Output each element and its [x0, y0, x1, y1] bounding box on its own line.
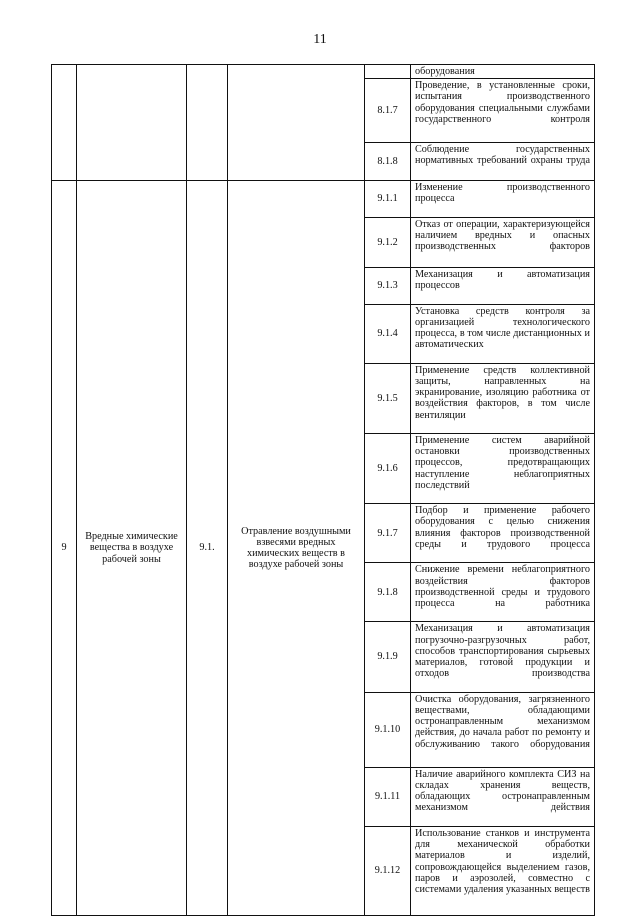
measure-text-content: Применение систем аварийной остановки производственных процессов, предотвращающих наступление неблагоприятных последствий — [415, 434, 590, 491]
measure-text-content: Установка средств контроля за организацией технологического процесса, в том числе дистанционных и автоматических — [415, 305, 590, 351]
page-number: 11 — [313, 32, 327, 47]
measure-text-content: Снижение времени неблагоприятного воздействия факторов производственной среды и трудового процесса на работника — [415, 564, 590, 609]
measure-text-content: Соблюдение государственных нормативных требований охраны труда — [415, 144, 590, 167]
group-code-cell: 9.1. — [187, 181, 228, 916]
measure-code: 9.1.4 — [365, 304, 411, 363]
measure-text — [411, 563, 595, 622]
measure-text-content: Изменение производственного процесса — [415, 182, 590, 205]
measure-text-content: оборудования — [415, 66, 475, 77]
measure-text — [411, 433, 595, 503]
table-row — [52, 181, 595, 218]
measure-text-content: Подбор и применение рабочего оборудования с целью снижения влияния факторов производственной среды и трудового процесса — [415, 505, 590, 550]
measure-code: 9.1.10 — [365, 692, 411, 767]
measure-code: 8.1.8 — [365, 143, 411, 181]
measure-text-content: Отказ от операции, характеризующейся наличием вредных и опасных производственных факторов — [415, 218, 590, 253]
measure-text-content: Использование станков и инструмента для механической обработки материалов и изделий, сопровождающейся выделением газов, паров и аэрозолей, совместно с системами удаления указанных веществ — [415, 827, 590, 895]
measure-text-content: Механизация и автоматизация процессов — [415, 268, 590, 292]
measure-text-content: Очистка оборудования, загрязненного веществами, обладающими остронаправленным механизмом действия, до начала работ по ремонту и обслуживанию такого оборудования — [415, 693, 590, 750]
measure-code: 9.1.11 — [365, 767, 411, 826]
hazard-measures-table — [51, 64, 595, 916]
group-hazard-cell — [228, 65, 365, 181]
measure-text-content: Проведение, в установленные сроки, испытания производственного оборудования специальными службами государственного контроля — [415, 80, 590, 125]
group-name: Вредные химические вещества в воздухе рабочей зоны — [85, 531, 178, 565]
measure-text — [411, 65, 595, 79]
measure-code: 9.1.5 — [365, 363, 411, 433]
measure-code: 9.1.12 — [365, 826, 411, 915]
group-name-cell — [77, 181, 187, 916]
measure-code: 9.1.8 — [365, 563, 411, 622]
table-row — [52, 65, 595, 79]
measure-text — [411, 217, 595, 267]
measure-text — [411, 304, 595, 363]
group-number-cell: 9 — [52, 181, 77, 916]
measure-text — [411, 363, 595, 433]
measure-code: 8.1.7 — [365, 79, 411, 143]
measure-text-content: Наличие аварийного комплекта СИЗ на складах хранения веществ, обладающих остронаправленным механизмом действия — [415, 768, 590, 814]
measure-text — [411, 622, 595, 692]
measure-code — [365, 65, 411, 79]
group-hazard-cell — [228, 181, 365, 916]
measure-text — [411, 504, 595, 563]
group-name-cell — [77, 65, 187, 181]
measure-text — [411, 143, 595, 181]
measure-text — [411, 767, 595, 826]
measure-text — [411, 826, 595, 915]
measure-code: 9.1.1 — [365, 181, 411, 218]
measure-code: 9.1.9 — [365, 622, 411, 692]
measure-code: 9.1.7 — [365, 504, 411, 563]
measure-code: 9.1.3 — [365, 267, 411, 304]
hazard-description: Отравление воздушными взвесями вредных химических веществ в воздухе рабочей зоны — [241, 525, 351, 571]
measure-text — [411, 692, 595, 767]
measure-code: 9.1.6 — [365, 433, 411, 503]
group-code-cell — [187, 65, 228, 181]
measure-text-content: Применение средств коллективной защиты, направленных на экранирование, изоляцию работника от воздействия факторов, в том числе вентиляции — [415, 364, 590, 421]
measure-text — [411, 79, 595, 143]
measure-code: 9.1.2 — [365, 217, 411, 267]
measure-text — [411, 181, 595, 218]
measure-text-content: Механизация и автоматизация погрузочно-разгрузочных работ, способов транспортирования сырьевых материалов, готовой продукции и отходов производства — [415, 623, 590, 680]
measure-text — [411, 267, 595, 304]
group-number-cell — [52, 65, 77, 181]
